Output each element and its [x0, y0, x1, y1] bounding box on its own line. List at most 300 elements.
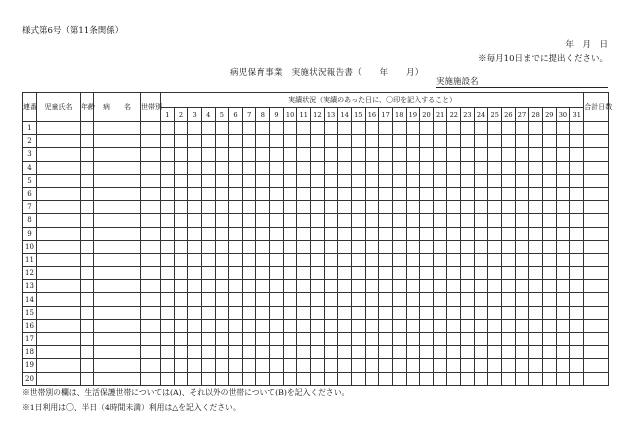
day-cell[interactable]	[515, 174, 529, 187]
day-cell[interactable]	[529, 227, 543, 240]
day-cell[interactable]	[529, 319, 543, 332]
day-cell[interactable]	[188, 333, 202, 346]
day-cell[interactable]	[392, 240, 406, 253]
day-cell[interactable]	[283, 161, 297, 174]
day-cell[interactable]	[502, 253, 516, 266]
day-cell[interactable]	[229, 240, 243, 253]
day-cell[interactable]	[433, 333, 447, 346]
day-cell[interactable]	[392, 161, 406, 174]
day-cell[interactable]	[270, 201, 284, 214]
day-cell[interactable]	[365, 161, 379, 174]
day-cell[interactable]	[201, 201, 215, 214]
day-cell[interactable]	[174, 227, 188, 240]
day-cell[interactable]	[256, 372, 270, 385]
illness-cell[interactable]	[94, 267, 141, 280]
day-cell[interactable]	[311, 333, 325, 346]
day-cell[interactable]	[461, 240, 475, 253]
day-cell[interactable]	[324, 372, 338, 385]
day-cell[interactable]	[161, 319, 175, 332]
day-cell[interactable]	[242, 319, 256, 332]
child-name-cell[interactable]	[37, 240, 81, 253]
day-cell[interactable]	[270, 319, 284, 332]
day-cell[interactable]	[529, 214, 543, 227]
household-cell[interactable]	[141, 253, 161, 266]
day-cell[interactable]	[515, 187, 529, 200]
day-cell[interactable]	[542, 280, 556, 293]
age-cell[interactable]	[81, 359, 94, 372]
day-cell[interactable]	[556, 227, 570, 240]
day-cell[interactable]	[188, 174, 202, 187]
day-cell[interactable]	[406, 187, 420, 200]
day-cell[interactable]	[338, 293, 352, 306]
day-cell[interactable]	[161, 227, 175, 240]
day-cell[interactable]	[311, 122, 325, 135]
day-cell[interactable]	[283, 148, 297, 161]
day-cell[interactable]	[283, 174, 297, 187]
child-name-cell[interactable]	[37, 346, 81, 359]
day-cell[interactable]	[338, 306, 352, 319]
day-cell[interactable]	[174, 346, 188, 359]
illness-cell[interactable]	[94, 187, 141, 200]
day-cell[interactable]	[215, 187, 229, 200]
total-days-cell[interactable]	[584, 306, 609, 319]
child-name-cell[interactable]	[37, 135, 81, 148]
day-cell[interactable]	[215, 201, 229, 214]
day-cell[interactable]	[474, 122, 488, 135]
day-cell[interactable]	[488, 187, 502, 200]
day-cell[interactable]	[474, 214, 488, 227]
day-cell[interactable]	[215, 174, 229, 187]
day-cell[interactable]	[242, 135, 256, 148]
day-cell[interactable]	[488, 280, 502, 293]
day-cell[interactable]	[542, 214, 556, 227]
day-cell[interactable]	[461, 333, 475, 346]
day-cell[interactable]	[542, 122, 556, 135]
day-cell[interactable]	[420, 319, 434, 332]
age-cell[interactable]	[81, 319, 94, 332]
day-cell[interactable]	[406, 319, 420, 332]
day-cell[interactable]	[515, 267, 529, 280]
day-cell[interactable]	[433, 122, 447, 135]
day-cell[interactable]	[324, 201, 338, 214]
household-cell[interactable]	[141, 161, 161, 174]
day-cell[interactable]	[324, 267, 338, 280]
day-cell[interactable]	[542, 306, 556, 319]
child-name-cell[interactable]	[37, 306, 81, 319]
age-cell[interactable]	[81, 333, 94, 346]
day-cell[interactable]	[488, 319, 502, 332]
total-days-cell[interactable]	[584, 214, 609, 227]
day-cell[interactable]	[338, 122, 352, 135]
day-cell[interactable]	[201, 187, 215, 200]
day-cell[interactable]	[351, 148, 365, 161]
day-cell[interactable]	[556, 333, 570, 346]
day-cell[interactable]	[379, 346, 393, 359]
day-cell[interactable]	[174, 161, 188, 174]
day-cell[interactable]	[570, 122, 584, 135]
day-cell[interactable]	[297, 253, 311, 266]
household-cell[interactable]	[141, 267, 161, 280]
day-cell[interactable]	[379, 306, 393, 319]
day-cell[interactable]	[242, 306, 256, 319]
child-name-cell[interactable]	[37, 174, 81, 187]
day-cell[interactable]	[570, 359, 584, 372]
day-cell[interactable]	[256, 346, 270, 359]
day-cell[interactable]	[488, 227, 502, 240]
day-cell[interactable]	[529, 346, 543, 359]
day-cell[interactable]	[297, 267, 311, 280]
day-cell[interactable]	[570, 201, 584, 214]
day-cell[interactable]	[338, 227, 352, 240]
day-cell[interactable]	[351, 253, 365, 266]
day-cell[interactable]	[229, 267, 243, 280]
illness-cell[interactable]	[94, 293, 141, 306]
day-cell[interactable]	[311, 293, 325, 306]
day-cell[interactable]	[570, 333, 584, 346]
day-cell[interactable]	[270, 240, 284, 253]
day-cell[interactable]	[365, 227, 379, 240]
day-cell[interactable]	[433, 293, 447, 306]
illness-cell[interactable]	[94, 201, 141, 214]
day-cell[interactable]	[502, 306, 516, 319]
day-cell[interactable]	[351, 319, 365, 332]
day-cell[interactable]	[201, 135, 215, 148]
household-cell[interactable]	[141, 333, 161, 346]
day-cell[interactable]	[161, 280, 175, 293]
day-cell[interactable]	[461, 372, 475, 385]
day-cell[interactable]	[420, 333, 434, 346]
day-cell[interactable]	[502, 201, 516, 214]
day-cell[interactable]	[242, 333, 256, 346]
day-cell[interactable]	[351, 280, 365, 293]
day-cell[interactable]	[256, 122, 270, 135]
day-cell[interactable]	[338, 280, 352, 293]
day-cell[interactable]	[461, 293, 475, 306]
day-cell[interactable]	[570, 346, 584, 359]
day-cell[interactable]	[297, 372, 311, 385]
day-cell[interactable]	[474, 161, 488, 174]
child-name-cell[interactable]	[37, 122, 81, 135]
day-cell[interactable]	[515, 293, 529, 306]
day-cell[interactable]	[351, 240, 365, 253]
day-cell[interactable]	[365, 214, 379, 227]
child-name-cell[interactable]	[37, 267, 81, 280]
day-cell[interactable]	[338, 333, 352, 346]
total-days-cell[interactable]	[584, 346, 609, 359]
household-cell[interactable]	[141, 293, 161, 306]
child-name-cell[interactable]	[37, 333, 81, 346]
day-cell[interactable]	[474, 280, 488, 293]
day-cell[interactable]	[406, 174, 420, 187]
day-cell[interactable]	[570, 240, 584, 253]
total-days-cell[interactable]	[584, 201, 609, 214]
day-cell[interactable]	[188, 122, 202, 135]
day-cell[interactable]	[215, 306, 229, 319]
day-cell[interactable]	[229, 161, 243, 174]
day-cell[interactable]	[406, 346, 420, 359]
day-cell[interactable]	[283, 346, 297, 359]
day-cell[interactable]	[556, 214, 570, 227]
day-cell[interactable]	[529, 253, 543, 266]
day-cell[interactable]	[188, 267, 202, 280]
day-cell[interactable]	[433, 280, 447, 293]
day-cell[interactable]	[338, 201, 352, 214]
day-cell[interactable]	[161, 306, 175, 319]
day-cell[interactable]	[420, 227, 434, 240]
day-cell[interactable]	[379, 148, 393, 161]
day-cell[interactable]	[161, 148, 175, 161]
day-cell[interactable]	[379, 201, 393, 214]
day-cell[interactable]	[365, 267, 379, 280]
household-cell[interactable]	[141, 214, 161, 227]
day-cell[interactable]	[556, 148, 570, 161]
day-cell[interactable]	[461, 253, 475, 266]
day-cell[interactable]	[488, 161, 502, 174]
day-cell[interactable]	[406, 214, 420, 227]
day-cell[interactable]	[161, 359, 175, 372]
day-cell[interactable]	[161, 135, 175, 148]
day-cell[interactable]	[420, 293, 434, 306]
age-cell[interactable]	[81, 372, 94, 385]
day-cell[interactable]	[270, 253, 284, 266]
day-cell[interactable]	[515, 148, 529, 161]
day-cell[interactable]	[488, 372, 502, 385]
day-cell[interactable]	[365, 359, 379, 372]
day-cell[interactable]	[174, 187, 188, 200]
day-cell[interactable]	[242, 148, 256, 161]
day-cell[interactable]	[515, 122, 529, 135]
day-cell[interactable]	[338, 148, 352, 161]
day-cell[interactable]	[242, 201, 256, 214]
day-cell[interactable]	[229, 122, 243, 135]
day-cell[interactable]	[161, 240, 175, 253]
day-cell[interactable]	[515, 333, 529, 346]
day-cell[interactable]	[529, 148, 543, 161]
day-cell[interactable]	[502, 346, 516, 359]
day-cell[interactable]	[174, 280, 188, 293]
household-cell[interactable]	[141, 148, 161, 161]
day-cell[interactable]	[174, 122, 188, 135]
day-cell[interactable]	[201, 227, 215, 240]
day-cell[interactable]	[311, 201, 325, 214]
day-cell[interactable]	[542, 333, 556, 346]
day-cell[interactable]	[283, 201, 297, 214]
day-cell[interactable]	[433, 174, 447, 187]
household-cell[interactable]	[141, 227, 161, 240]
day-cell[interactable]	[242, 240, 256, 253]
day-cell[interactable]	[215, 346, 229, 359]
day-cell[interactable]	[311, 240, 325, 253]
day-cell[interactable]	[447, 135, 461, 148]
day-cell[interactable]	[392, 319, 406, 332]
day-cell[interactable]	[311, 187, 325, 200]
day-cell[interactable]	[229, 319, 243, 332]
day-cell[interactable]	[270, 161, 284, 174]
day-cell[interactable]	[365, 135, 379, 148]
day-cell[interactable]	[201, 346, 215, 359]
day-cell[interactable]	[365, 372, 379, 385]
total-days-cell[interactable]	[584, 240, 609, 253]
day-cell[interactable]	[502, 187, 516, 200]
day-cell[interactable]	[297, 201, 311, 214]
day-cell[interactable]	[433, 187, 447, 200]
household-cell[interactable]	[141, 306, 161, 319]
day-cell[interactable]	[570, 161, 584, 174]
day-cell[interactable]	[433, 161, 447, 174]
day-cell[interactable]	[488, 135, 502, 148]
day-cell[interactable]	[283, 227, 297, 240]
day-cell[interactable]	[174, 333, 188, 346]
day-cell[interactable]	[556, 135, 570, 148]
day-cell[interactable]	[351, 122, 365, 135]
day-cell[interactable]	[283, 135, 297, 148]
day-cell[interactable]	[324, 122, 338, 135]
day-cell[interactable]	[420, 253, 434, 266]
day-cell[interactable]	[433, 227, 447, 240]
day-cell[interactable]	[365, 187, 379, 200]
day-cell[interactable]	[297, 135, 311, 148]
day-cell[interactable]	[406, 267, 420, 280]
day-cell[interactable]	[351, 214, 365, 227]
day-cell[interactable]	[297, 240, 311, 253]
day-cell[interactable]	[351, 333, 365, 346]
illness-cell[interactable]	[94, 372, 141, 385]
day-cell[interactable]	[365, 306, 379, 319]
day-cell[interactable]	[474, 201, 488, 214]
day-cell[interactable]	[433, 359, 447, 372]
day-cell[interactable]	[447, 174, 461, 187]
household-cell[interactable]	[141, 201, 161, 214]
day-cell[interactable]	[242, 187, 256, 200]
day-cell[interactable]	[297, 293, 311, 306]
day-cell[interactable]	[502, 319, 516, 332]
day-cell[interactable]	[297, 319, 311, 332]
illness-cell[interactable]	[94, 174, 141, 187]
child-name-cell[interactable]	[37, 359, 81, 372]
day-cell[interactable]	[365, 122, 379, 135]
day-cell[interactable]	[447, 214, 461, 227]
day-cell[interactable]	[420, 122, 434, 135]
day-cell[interactable]	[365, 293, 379, 306]
day-cell[interactable]	[283, 319, 297, 332]
day-cell[interactable]	[420, 135, 434, 148]
day-cell[interactable]	[420, 267, 434, 280]
day-cell[interactable]	[406, 227, 420, 240]
day-cell[interactable]	[515, 227, 529, 240]
day-cell[interactable]	[406, 280, 420, 293]
illness-cell[interactable]	[94, 227, 141, 240]
day-cell[interactable]	[324, 253, 338, 266]
day-cell[interactable]	[324, 346, 338, 359]
household-cell[interactable]	[141, 372, 161, 385]
illness-cell[interactable]	[94, 135, 141, 148]
household-cell[interactable]	[141, 346, 161, 359]
day-cell[interactable]	[242, 372, 256, 385]
day-cell[interactable]	[242, 214, 256, 227]
day-cell[interactable]	[365, 148, 379, 161]
day-cell[interactable]	[256, 319, 270, 332]
day-cell[interactable]	[542, 148, 556, 161]
day-cell[interactable]	[502, 293, 516, 306]
day-cell[interactable]	[556, 201, 570, 214]
day-cell[interactable]	[420, 280, 434, 293]
day-cell[interactable]	[461, 201, 475, 214]
day-cell[interactable]	[570, 319, 584, 332]
day-cell[interactable]	[256, 267, 270, 280]
day-cell[interactable]	[556, 346, 570, 359]
day-cell[interactable]	[461, 174, 475, 187]
day-cell[interactable]	[488, 346, 502, 359]
day-cell[interactable]	[351, 135, 365, 148]
day-cell[interactable]	[242, 227, 256, 240]
child-name-cell[interactable]	[37, 280, 81, 293]
day-cell[interactable]	[515, 280, 529, 293]
day-cell[interactable]	[529, 280, 543, 293]
day-cell[interactable]	[270, 174, 284, 187]
illness-cell[interactable]	[94, 306, 141, 319]
day-cell[interactable]	[324, 280, 338, 293]
total-days-cell[interactable]	[584, 122, 609, 135]
day-cell[interactable]	[392, 293, 406, 306]
day-cell[interactable]	[256, 227, 270, 240]
child-name-cell[interactable]	[37, 161, 81, 174]
day-cell[interactable]	[474, 293, 488, 306]
total-days-cell[interactable]	[584, 267, 609, 280]
day-cell[interactable]	[474, 187, 488, 200]
age-cell[interactable]	[81, 174, 94, 187]
day-cell[interactable]	[242, 122, 256, 135]
day-cell[interactable]	[256, 174, 270, 187]
day-cell[interactable]	[242, 267, 256, 280]
day-cell[interactable]	[433, 346, 447, 359]
day-cell[interactable]	[311, 174, 325, 187]
total-days-cell[interactable]	[584, 187, 609, 200]
day-cell[interactable]	[529, 135, 543, 148]
day-cell[interactable]	[379, 227, 393, 240]
day-cell[interactable]	[556, 253, 570, 266]
facility-name-field[interactable]	[436, 75, 608, 88]
day-cell[interactable]	[351, 346, 365, 359]
day-cell[interactable]	[161, 201, 175, 214]
day-cell[interactable]	[420, 161, 434, 174]
day-cell[interactable]	[420, 359, 434, 372]
day-cell[interactable]	[529, 201, 543, 214]
day-cell[interactable]	[338, 187, 352, 200]
day-cell[interactable]	[229, 148, 243, 161]
day-cell[interactable]	[215, 161, 229, 174]
day-cell[interactable]	[270, 267, 284, 280]
day-cell[interactable]	[297, 148, 311, 161]
day-cell[interactable]	[556, 372, 570, 385]
day-cell[interactable]	[324, 174, 338, 187]
day-cell[interactable]	[351, 359, 365, 372]
day-cell[interactable]	[392, 135, 406, 148]
day-cell[interactable]	[229, 135, 243, 148]
illness-cell[interactable]	[94, 280, 141, 293]
day-cell[interactable]	[461, 280, 475, 293]
day-cell[interactable]	[201, 280, 215, 293]
day-cell[interactable]	[542, 359, 556, 372]
day-cell[interactable]	[488, 293, 502, 306]
day-cell[interactable]	[174, 214, 188, 227]
day-cell[interactable]	[311, 372, 325, 385]
day-cell[interactable]	[406, 372, 420, 385]
day-cell[interactable]	[392, 333, 406, 346]
day-cell[interactable]	[215, 122, 229, 135]
day-cell[interactable]	[283, 372, 297, 385]
day-cell[interactable]	[324, 148, 338, 161]
day-cell[interactable]	[215, 148, 229, 161]
